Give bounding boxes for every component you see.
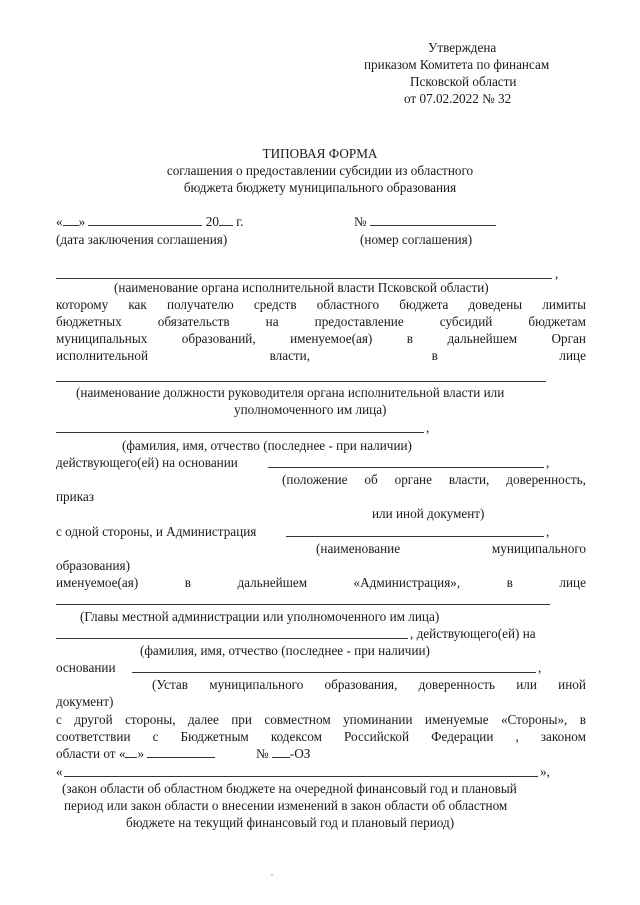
text-word: , <box>515 729 519 744</box>
form-subtitle-1: соглашения о предоставлении субсидии из областного <box>166 163 474 178</box>
law-number-sign: № <box>255 746 269 761</box>
fio-caption-1: (фамилия, имя, отчество (последнее - при наличии) <box>122 438 412 453</box>
text-word: в <box>431 348 438 363</box>
text-word: бюджетам <box>528 314 586 329</box>
text-word: областного <box>316 297 380 312</box>
approval-line-4: от 07.02.2022 № 32 <box>404 91 512 106</box>
text-word: об <box>364 472 378 487</box>
text-word: (положение <box>282 472 348 487</box>
text-word: муниципального <box>209 677 304 692</box>
law-caption-3: бюджете на текущий финансовый год и плановый период) <box>126 815 455 830</box>
month-blank <box>88 214 202 226</box>
text-word: именуемое(ая) <box>56 575 139 590</box>
law-caption-2: период или закон области о внесении изменений в закон области об областном <box>64 798 508 813</box>
admin-named-line <box>56 575 586 591</box>
text-word: доверенность <box>418 677 496 692</box>
admin-blank <box>286 536 544 537</box>
acting-on-label: , действующего(ей) на <box>410 626 536 641</box>
region-law-prefix: области от <box>56 746 116 761</box>
text-word: в <box>506 575 513 590</box>
text-word: власти, <box>269 348 311 363</box>
region-law-line <box>56 746 310 762</box>
recipient-line-1 <box>56 297 586 313</box>
authority-blank <box>56 278 552 279</box>
text-word: власти, <box>448 472 490 487</box>
fio-comma-1: , <box>426 420 430 435</box>
text-word: «Стороны», <box>500 712 568 727</box>
order-label: приказ <box>56 489 94 504</box>
text-word: дальнейшем <box>447 331 518 346</box>
acting-basis-label: действующего(ей) на основании <box>56 455 238 470</box>
text-word: органе <box>394 472 432 487</box>
form-subtitle-2: бюджета бюджету муниципального образования <box>183 180 457 195</box>
chief-blank <box>56 604 550 605</box>
basis-caption-2: или иной документ) <box>372 506 485 521</box>
day-blank <box>63 214 79 226</box>
text-word: стороны, <box>125 712 176 727</box>
law-caption-1: (закон области об областном бюджете на очередной финансовый год и плановый <box>62 781 517 796</box>
date-quote-open: « <box>56 214 63 229</box>
text-word: законом <box>540 729 586 744</box>
chief-caption: (Главы местной администрации или уполномоченного им лица) <box>80 609 440 624</box>
text-word: «Администрация», <box>353 575 461 590</box>
text-word: бюджета <box>399 297 449 312</box>
one-side-label: с одной стороны, и Администрация <box>56 524 257 539</box>
law-number-blank <box>272 746 290 758</box>
charter-caption <box>152 677 586 693</box>
text-word: другой <box>74 712 113 727</box>
text-word: Бюджетным <box>180 729 249 744</box>
head-position-blank <box>56 381 546 382</box>
text-word: именуемое(ая) <box>290 331 373 346</box>
text-word: кодексом <box>270 729 322 744</box>
date-quote-close: » <box>78 214 86 229</box>
approval-line-2: приказом Комитета по финансам <box>364 57 550 72</box>
text-word: лимиты <box>542 297 586 312</box>
text-word: доведены <box>468 297 523 312</box>
text-word: получателю <box>166 297 234 312</box>
number-sign: № <box>354 214 367 229</box>
law-title-quote-open: « <box>56 764 63 779</box>
authority-comma: , <box>555 266 559 281</box>
law-day-blank <box>125 746 137 758</box>
basis-blank-1 <box>268 467 544 468</box>
basis-label: основании <box>56 660 116 675</box>
text-word: далее <box>187 712 219 727</box>
text-word: соответствии <box>56 729 131 744</box>
form-heading: ТИПОВАЯ ФОРМА <box>262 146 378 161</box>
law-title-blank <box>64 776 538 777</box>
municipal-caption <box>316 541 586 557</box>
text-word: с <box>152 729 159 744</box>
head-position-caption-1: (наименование должности руководителя органа исполнительной власти или <box>76 385 505 400</box>
text-word: муниципального <box>491 541 586 556</box>
approval-line-1: Утверждена <box>428 40 497 55</box>
authority-caption: (наименование органа исполнительной власти Псковской области) <box>114 280 489 295</box>
number-blank <box>370 214 496 226</box>
text-word: с <box>56 712 62 727</box>
text-word: в <box>406 331 414 346</box>
basis-comma-1: , <box>546 455 550 470</box>
budget-code-line <box>56 729 586 745</box>
text-word: упоминании <box>343 712 413 727</box>
approval-line-3: Псковской области <box>410 74 517 89</box>
text-word: как <box>128 297 147 312</box>
text-word: Федерации <box>431 729 494 744</box>
date-row <box>56 214 243 230</box>
recipient-line-3 <box>56 331 586 347</box>
fio-blank-2 <box>56 638 408 639</box>
text-word: средств <box>253 297 297 312</box>
number-row <box>354 214 496 230</box>
law-quote-close: » <box>137 746 145 761</box>
year-prefix: 20 <box>205 214 219 229</box>
basis-comma-2: , <box>538 660 542 675</box>
text-word: лице <box>559 348 586 363</box>
law-oz: -ОЗ <box>289 746 311 761</box>
text-word: иной <box>558 677 586 692</box>
text-word: именуемые <box>424 712 489 727</box>
text-word: лице <box>559 575 586 590</box>
text-word: Российской <box>344 729 410 744</box>
number-caption: (номер соглашения) <box>360 232 473 247</box>
basis-caption-1 <box>282 472 586 488</box>
text-word: или <box>516 677 537 692</box>
law-quote-open: « <box>118 746 126 761</box>
date-caption: (дата заключения соглашения) <box>56 232 228 247</box>
admin-comma: , <box>546 524 550 539</box>
text-word: (Устав <box>152 677 189 692</box>
text-word: (наименование <box>316 541 401 556</box>
text-word: при <box>231 712 252 727</box>
text-word: Орган <box>551 331 586 346</box>
text-word: образования, <box>324 677 398 692</box>
text-word: предоставление <box>314 314 404 329</box>
text-word: в <box>579 712 586 727</box>
text-word: которому <box>56 297 109 312</box>
law-title-quote-end: », <box>540 764 550 779</box>
text-word: доверенность, <box>506 472 586 487</box>
recipient-line-2 <box>56 314 586 330</box>
text-word: муниципальных <box>56 331 148 346</box>
other-side-line <box>56 712 586 728</box>
fio-caption-2: (фамилия, имя, отчество (последнее - при наличии) <box>140 643 430 658</box>
text-word: совместном <box>264 712 331 727</box>
head-position-caption-2: уполномоченного им лица) <box>234 402 387 417</box>
text-word: субсидий <box>439 314 493 329</box>
text-word: бюджетных <box>56 314 122 329</box>
charter-caption-2: документ) <box>56 694 114 709</box>
text-word: образований, <box>181 331 256 346</box>
text-word: в <box>184 575 191 590</box>
law-month-blank <box>147 746 215 758</box>
text-word: на <box>265 314 279 329</box>
basis-blank-2 <box>132 672 536 673</box>
text-word: исполнительной <box>56 348 149 363</box>
year-suffix: г. <box>236 214 244 229</box>
text-word: дальнейшем <box>237 575 308 590</box>
scan-speck <box>271 874 273 876</box>
fio-blank-1 <box>56 432 424 433</box>
year-blank <box>219 214 233 226</box>
municipal-caption-2: образования) <box>56 558 130 573</box>
recipient-line-4 <box>56 348 586 364</box>
text-word: обязательств <box>157 314 230 329</box>
